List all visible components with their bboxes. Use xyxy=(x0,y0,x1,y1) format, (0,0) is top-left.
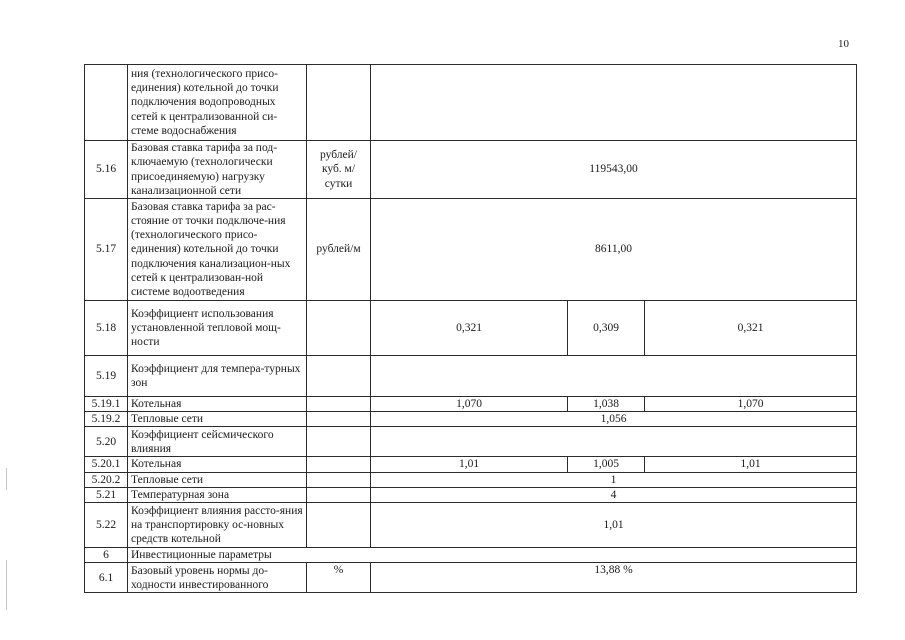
row-description: Котельная xyxy=(128,397,307,412)
row-description: Коэффициент сейсмического влияния xyxy=(128,427,307,457)
row-description: Температурная зона xyxy=(128,487,307,502)
row-number: 6.1 xyxy=(85,563,128,593)
table-row xyxy=(85,397,857,412)
row-value: 1,01 xyxy=(371,503,857,548)
table-row xyxy=(85,563,857,593)
row-number: 6 xyxy=(85,548,128,563)
table-row xyxy=(85,487,857,502)
row-number: 5.18 xyxy=(85,301,128,356)
row-value-1: 0,321 xyxy=(371,301,568,356)
row-value-2: 1,038 xyxy=(568,397,645,412)
scan-margin-mark xyxy=(6,468,7,490)
row-description: Тепловые сети xyxy=(128,472,307,487)
table-row xyxy=(85,301,857,356)
table-row xyxy=(85,412,857,427)
row-value-3: 1,070 xyxy=(645,397,857,412)
row-unit xyxy=(307,397,371,412)
table-row xyxy=(85,472,857,487)
row-unit xyxy=(307,427,371,457)
row-value: 1,056 xyxy=(371,412,857,427)
page-number: 10 xyxy=(838,38,849,50)
row-unit xyxy=(307,412,371,427)
row-description: Коэффициент для темпера-турных зон xyxy=(128,356,307,397)
row-description: Коэффициент влияния рассто-яния на транспортировку ос-новных средств котельной xyxy=(128,503,307,548)
row-value xyxy=(371,427,857,457)
row-number: 5.17 xyxy=(85,199,128,301)
row-number: 5.20 xyxy=(85,427,128,457)
row-description: Базовый уровень нормы до-ходности инвестированного xyxy=(128,563,307,593)
row-unit xyxy=(307,472,371,487)
table-row xyxy=(85,65,857,141)
row-number: 5.21 xyxy=(85,487,128,502)
row-description: Коэффициент использования установленной тепловой мощ-ности xyxy=(128,301,307,356)
row-description: Базовая ставка тарифа за рас-стояние от точки подключе-ния (технологического присо-единения) котельной до точки подключения канализацион-ных сетей к централизован-ной системе водоотведения xyxy=(128,199,307,301)
row-value-3: 0,321 xyxy=(645,301,857,356)
row-unit: рублей/м xyxy=(307,199,371,301)
row-unit xyxy=(307,487,371,502)
row-unit xyxy=(307,503,371,548)
row-number: 5.19.1 xyxy=(85,397,128,412)
row-unit xyxy=(307,457,371,472)
row-value-2: 0,309 xyxy=(568,301,645,356)
row-unit: рублей/ куб. м/сутки xyxy=(307,141,371,199)
row-value xyxy=(371,65,857,141)
row-description: Котельная xyxy=(128,457,307,472)
row-number: 5.22 xyxy=(85,503,128,548)
table-row xyxy=(85,141,857,199)
row-value-2: 1,005 xyxy=(568,457,645,472)
row-value-1: 1,070 xyxy=(371,397,568,412)
table-row xyxy=(85,427,857,457)
section-heading: Инвестиционные параметры xyxy=(128,548,857,563)
row-description: Базовая ставка тарифа за под-ключаемую (технологически присоединяемую) нагрузку канализационной сети xyxy=(128,141,307,199)
row-number: 5.19 xyxy=(85,356,128,397)
row-value-3: 1,01 xyxy=(645,457,857,472)
table-row xyxy=(85,548,857,563)
row-value: 4 xyxy=(371,487,857,502)
row-value: 119543,00 xyxy=(371,141,857,199)
row-description: ния (технологического присо-единения) котельной до точки подключения водопроводных сетей к централизованной си-стеме водоснабжения xyxy=(128,65,307,141)
row-number: 5.16 xyxy=(85,141,128,199)
row-value xyxy=(371,356,857,397)
row-value: 1 xyxy=(371,472,857,487)
tariff-table xyxy=(84,64,857,593)
row-unit xyxy=(307,301,371,356)
table-row xyxy=(85,356,857,397)
row-number: 5.20.2 xyxy=(85,472,128,487)
row-value-1: 1,01 xyxy=(371,457,568,472)
row-number: 5.20.1 xyxy=(85,457,128,472)
table-row xyxy=(85,457,857,472)
row-unit xyxy=(307,65,371,141)
row-value: 13,88 % xyxy=(371,563,857,593)
row-unit: % xyxy=(307,563,371,593)
row-value: 8611,00 xyxy=(371,199,857,301)
table-row xyxy=(85,199,857,301)
row-number: 5.19.2 xyxy=(85,412,128,427)
row-description: Тепловые сети xyxy=(128,412,307,427)
scan-margin-mark xyxy=(6,560,7,610)
row-number xyxy=(85,65,128,141)
table-row xyxy=(85,503,857,548)
row-unit xyxy=(307,356,371,397)
